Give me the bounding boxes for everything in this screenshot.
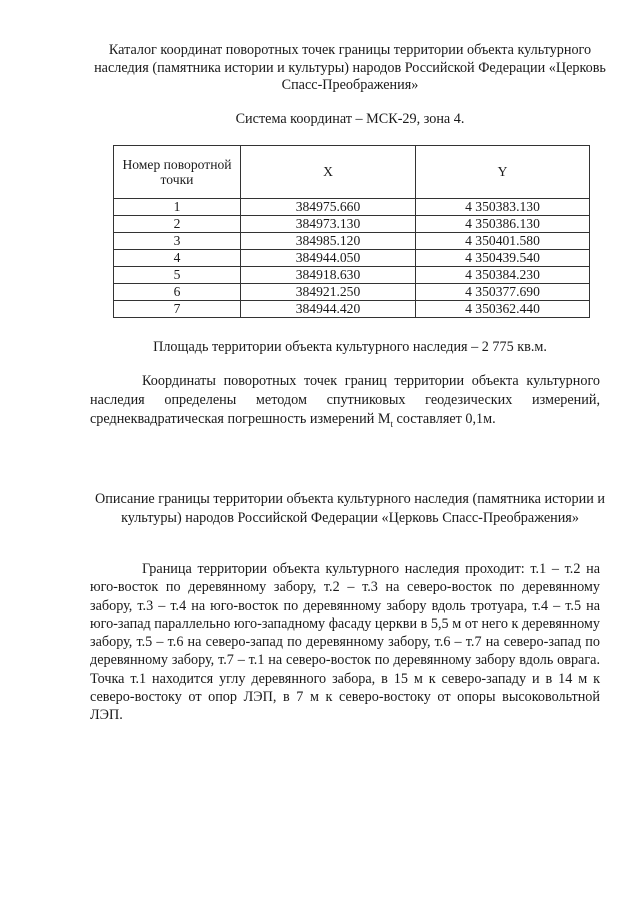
point-number: 1 (114, 199, 241, 216)
accuracy-paragraph (90, 372, 600, 434)
x-value: 384921.250 (241, 284, 416, 301)
table-header-row (114, 146, 590, 199)
point-number: 2 (114, 216, 241, 233)
coordinates-table (113, 145, 590, 318)
point-number: 3 (114, 233, 241, 250)
table-row (114, 199, 590, 216)
description-title: Описание границы территории объекта культурного наследия (памятника истории и культуры) народов Российской Федерации «Церковь Спасс-Преображения» (95, 491, 605, 526)
table-row (114, 216, 590, 233)
x-value: 384918.630 (241, 267, 416, 284)
point-number: 7 (114, 301, 241, 318)
table-row (114, 301, 590, 318)
y-value: 4 350384.230 (416, 267, 590, 284)
point-number: 4 (114, 250, 241, 267)
territory-area: Площадь территории объекта культурного наследия – 2 775 кв.м. (153, 339, 547, 355)
y-value: 4 350377.690 (416, 284, 590, 301)
accuracy-subscript: t (390, 418, 393, 429)
y-value: 4 350386.130 (416, 216, 590, 233)
point-number: 6 (114, 284, 241, 301)
catalog-title: Каталог координат поворотных точек границы территории объекта культурного наследия (памятника истории и культуры) народов Российской Федерации «Церковь Спасс-Преображения» (94, 42, 606, 93)
x-value: 384973.130 (241, 216, 416, 233)
boundary-description: Граница территории объекта культурного наследия проходит: т.1 – т.2 на юго-восток по деревянному забору, т.2 – т.3 на северо-восток по деревянному забору, т.3 – т.4 на юго-восток по деревянному забору вдоль тротуара, т.4 – т.5 на юго-запад параллельно юго-западному фасаду церкви в 5,5 м от него к деревянному забору, т.5 – т.6 на северо-запад по деревянному забору, т.6 – т.7 на северо-запад по деревянному забору, т.7 – т.1 на северо-восток по деревянному забору вдоль оврага. Точка т.1 находится углу деревянного забора, в 15 м к северо-западу и в 14 м к северо-востоку от опор ЛЭП, в 7 м к северо-востоку от опоры высоковольтной ЛЭП. (90, 561, 600, 724)
x-value: 384985.120 (241, 233, 416, 250)
accuracy-text: Координаты поворотных точек границ территории объекта культурного наследия определены методом спутниковых геодезических измерений, среднеквадратическая погрешность измерений M (90, 373, 600, 427)
point-number: 5 (114, 267, 241, 284)
table-row (114, 284, 590, 301)
coordinate-system: Система координат – МСК-29, зона 4. (235, 111, 465, 127)
y-value: 4 350362.440 (416, 301, 590, 318)
y-value: 4 350439.540 (416, 250, 590, 267)
y-value: 4 350401.580 (416, 233, 590, 250)
accuracy-text-end: составляет 0,1м. (392, 411, 496, 427)
table-row (114, 267, 590, 284)
y-value: 4 350383.130 (416, 199, 590, 216)
x-value: 384975.660 (241, 199, 416, 216)
table-row (114, 233, 590, 250)
header-x: X (241, 146, 416, 199)
header-y: Y (416, 146, 590, 199)
x-value: 384944.420 (241, 301, 416, 318)
x-value: 384944.050 (241, 250, 416, 267)
table-row (114, 250, 590, 267)
header-point-number: Номер поворотной точки (114, 146, 241, 199)
